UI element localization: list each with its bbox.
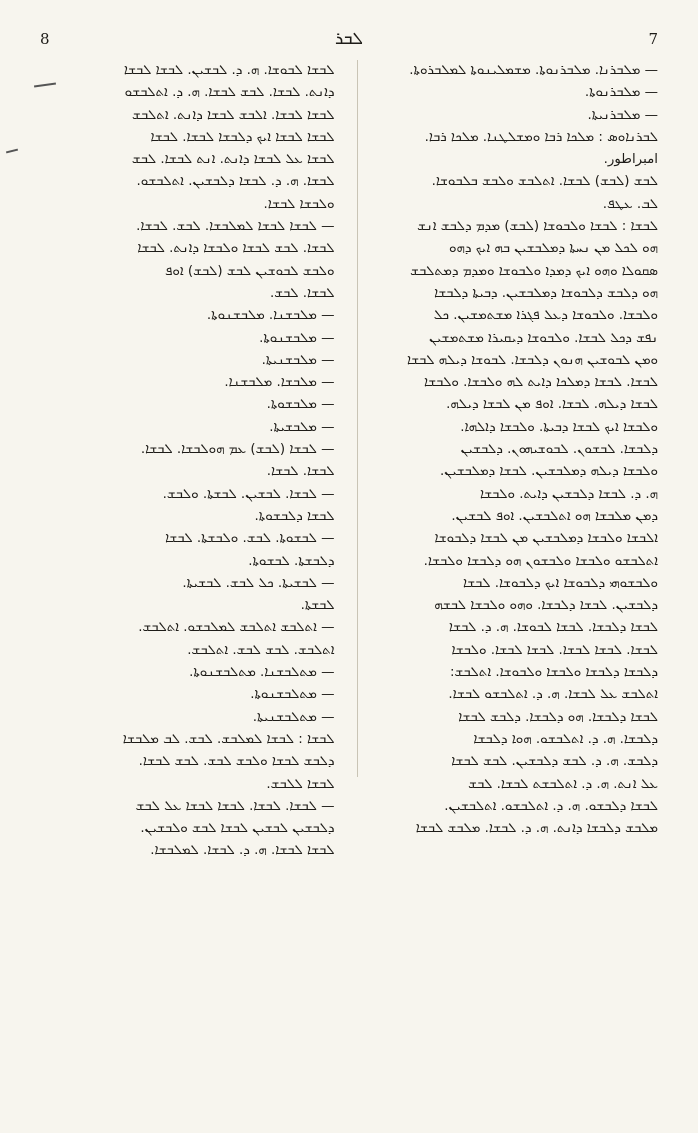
text-line: — ܐܬܠܒܫ ܐܬܠܒܫ ܠܡܠܒܫܘ. ܐܬܠܒܫ. — [138, 620, 335, 636]
text-line: ܐܬܠܒܫ ܥܠ ܠܒܫܐ. ܗ. ܕ. ܐܬܠܒܫܘ ܠܒܫܐ. — [448, 687, 658, 703]
text-line: — ܡܠܒܫܢܝܬܐ. — [261, 352, 335, 368]
left-column — [44, 60, 335, 859]
text-line: — ܠܒܫܐ. ܠܒܫܝܢ. ܠܒܫܬܐ. ܘܠܒܫ. — [162, 486, 335, 502]
text-line: ܕܠܒܫܬܐ. ܠܒܫܘܬܐ. — [248, 553, 335, 569]
text-line: ܠܒܫܐ ܕܠܒܫܘܬܐ. — [254, 508, 335, 524]
text-line: ܘܠܒܫܘܗܝ ܕܠܒܘܫܐ ܐܝܟ ܕܠܒܘܫܐ. ܠܒܫܐ — [463, 575, 658, 591]
text-line: ܕܠܒܫܝܢ ܠܒܫܝܢ ܠܒܫܐ ܠܒܫ ܘܠܒܫܝܢ. — [140, 821, 335, 837]
text-line: ܐܬܠܒܫ. ܠܒܫ ܠܒܫ. ܐܬܠܒܫ. — [187, 642, 335, 658]
text-line: ܠܒܫܐ ܕܠܒܫܐ. ܠܒܫܐ ܠܒܘܫܐ. ܗ. ܕ. ܠܒܫܐ — [448, 620, 658, 636]
text-line: ܐܬܠܒܫܘ ܘܠܒܫܐ ܘܠܒܫܘܢ ܗܘ ܕܠܒܫܐ ܘܠܒܫܐ. — [423, 553, 658, 569]
text-line: ܠܒܫܐ. ܠܒܫܐ. — [266, 464, 335, 480]
text-line: ܠܒܫܐ ܠܒܘܫܐ. ܗ. ܕ. ܠܒܫܝܢ. ܠܒܫܐ ܠܒܫܐ — [123, 63, 335, 78]
text-line: — ܠܒܫܘܬܐ. ܠܒܫ. ܘܠܒܫܬܐ. ܠܒܫܐ — [165, 531, 335, 547]
text-line: ܘܠܒܫܐ. ܘܠܒܘܫܐ ܕܥܠ ܦܓܪܐ ܡܫܬܡܫܝܢ. ܟܠ — [433, 308, 658, 324]
text-line: ܕܐܢܬ. ܠܒܫܐ. ܠܒܫ ܠܒܫܐ. ܗ. ܕ. ܐܬܠܒܫܘ — [124, 85, 335, 101]
text-line: ܘܠܒܫܐ ܠܒܫܐ. — [263, 196, 335, 212]
text-line: ܕܡܢ ܡܠܒܫܐ ܗܘ ܐܬܠܒܫܝܢ. ܐܘܦ ܠܒܫܝܢ. — [451, 508, 658, 524]
text-line: ܠܒܫܐ : ܠܒܫܐ ܘܠܒܘܫܐ (ܠܒܫ) ܡܕܡ ܕܠܒܫ ܐܢܫ — [417, 219, 658, 235]
text-line: ܠܒܫܐ ܥܠ ܠܒܫܐ ܕܐܢܬ. ܐܢܬ ܠܒܫܐ. ܠܒܫ — [131, 152, 335, 168]
text-line: ܠܒܫܐ. ܠܒܫ ܠܒܫܐ ܘܠܒܫܐ ܕܐܢܬ. ܠܒܫܐ — [137, 241, 335, 257]
text-line: ܘܠܒܫܐ ܐܝܟ ܠܒܫܐ ܕܒܝܬܐ. ܘܠܒܫܐ ܕܐܠܗܐ. — [460, 419, 658, 435]
text-line: ܡܠܒܫ ܕܠܒܫܐ ܕܐܢܬ. ܗ. ܕ. ܠܒܫܐ. ܡܠܒܫ ܠܒܫܐ — [415, 821, 658, 837]
text-line: ܗܘ ܕܠܒܫ ܕܠܒܘܫܐ ܕܡܠܒܫܝܢ. ܕܒܝܬܐ ܕܠܒܫܐ — [434, 285, 658, 301]
text-line: ܕܠܒܫܐ. ܠܒܫܘܢ. ܠܒܘܫܝܗܘܢ. ܕܠܒܫܝܢ — [460, 442, 658, 458]
text-line: ܠܒܫܬܐ. — [300, 598, 335, 614]
text-line: ܠܒܫܐ. ܗ. ܕ. ܠܒܫܐ ܕܠܒܫܝܢ. ܐܬܠܒܫܘ. — [136, 174, 335, 190]
text-line: — ܡܬܠܒܫܢܝܬܐ. — [252, 709, 335, 725]
text-line: ܕܠܒܫ ܠܒܫܐ ܘܠܒܫ ܠܒܫ. ܠܒܫ ܠܒܫܐ. — [138, 754, 335, 770]
left-page-number: 8 — [40, 30, 50, 48]
text-line: ܘܠܒܫ ܠܒܘܫܝܢ ܠܒܫ (ܠܒܫ) ܐܘܦ — [165, 263, 335, 279]
text-line: ܗܘ ܠܟܠ ܡܢ ܢܚܬܐ ܕܡܠܒܫܝܢ ܒܗ ܐܝܟ ܕܗܘ — [448, 241, 658, 257]
text-line: — ܠܒܫܐ ܠܒܫܐ ܠܡܠܒܫܐ. ܠܒܫ. ܠܒܫܐ. — [136, 219, 335, 235]
text-line: امبراطور. — [603, 152, 658, 168]
text-line: ܕܠܒܫܝܢ. ܠܒܫܐ ܕܠܒܫܐ. ܘܗܘ ܘܠܒܫܐ ܠܒܫܗ — [434, 598, 658, 614]
text-line: ܕܠܒܫ. ܗ. ܕ. ܠܒܫ ܕܠܒܫܝܢ. ܠܒܫ ܠܒܫܐ — [451, 754, 658, 770]
text-columns — [44, 60, 658, 859]
text-line: ܗ. ܕ. ܠܒܫܐ ܕܠܒܫܝܢ ܕܐܝܬ. ܘܠܒܫܐ — [479, 486, 658, 502]
text-line: — ܠܒܫܝܬܐ. ܟܠ ܠܒܫ. ܠܒܫܝܬܐ. — [182, 575, 335, 591]
text-line: ܠܒܫܐ ܕܝܠܗ. ܠܒܫܐ. ܐܘܦ ܡܢ ܠܒܫܐ ܕܝܠܗ. — [446, 397, 658, 413]
text-line: ܠܒܫܐ ܠܒܫܐ. ܗ. ܕ. ܠܒܫܐ. ܠܡܠܒܫܐ. — [150, 843, 335, 859]
text-line: — ܡܠܒܪܢܘܬܐ. — [584, 85, 658, 101]
text-line: — ܡܬܠܒܫܢܐ. ܡܬܠܒܫܢܘܬܐ. — [189, 665, 335, 681]
text-line: ܥܠ ܐܢܬ. ܗ. ܕ. ܐܬܠܒܫܬ ܠܒܫܐ. ܠܒܫ — [468, 776, 658, 792]
text-line: — ܡܠܒܪܢܝܬܐ. — [587, 107, 658, 123]
text-line: ܠܒܫܐ ܠܠܒܫ. — [266, 776, 335, 792]
text-line: ܕܠܒܫܐ ܕܠܒܫܐ ܘܠܒܫܐ ܘܠܒܘܫܐ. ܐܬܠܒܫ: — [450, 665, 658, 681]
text-line: ܕܠܒܫܐ. ܗ. ܕ. ܐܬܠܒܫܘ. ܗܘܐ ܕܠܒܫܐ — [473, 731, 658, 747]
right-column — [357, 60, 659, 837]
right-page-number: 7 — [648, 30, 658, 48]
text-line: ܠܒܫܐ ܠܒܫܐ ܐܝܟ ܕܠܒܫܐ ܠܒܫܐ. ܠܒܫܐ — [150, 129, 335, 145]
text-line: ܠܒܫܐ : ܠܒܫܐ ܠܡܠܒܫ. ܠܒܫ. ܠܒ ܡܠܒܫܐ — [122, 731, 335, 747]
text-line: — ܡܠܒܫܝܬܐ. — [269, 419, 335, 435]
text-line: ܠܒܪܢܐܘܣ : ܡܠܟܐ ܪܒܐ ܘܡܫܠܛܢܐ. ܡܠܟܐ ܪܒܐ. — [424, 129, 658, 145]
text-line: ܠܒܫܐ ܕܠܒܫܐ. ܗܘ ܕܠܒܫܐ. ܕܠܒܫ ܠܒܫܐ — [458, 709, 658, 725]
text-line: — ܡܬܠܒܫܢܘܬܐ. — [250, 687, 335, 703]
page-header — [40, 26, 658, 52]
text-line: — ܡܠܒܪܢܐ. ܡܠܒܪܢܘܬܐ. ܡܫܡܠܝܢܘܬܐ ܠܡܠܒܪܘܬܐ. — [409, 63, 658, 78]
text-line: ܠܒܫܐ. ܠܒܫܐ ܕܡܠܟܐ ܕܐܝܬ ܠܗ ܘܠܒܫܐ. ܘܠܒܫܐ — [423, 375, 658, 391]
text-line: ܠܒܫܐ. ܠܒܫܐ ܠܒܫܐ. ܠܒܫܐ ܠܒܫܐ. ܘܠܒܫܐ — [451, 642, 658, 658]
text-line: ܘܡܢ ܠܒܘܫܝܢ ܗܢܘܢ ܕܠܒܫܐ. ܠܒܘܫܐ ܕܝܠܗ ܠܒܫܐ — [406, 352, 658, 368]
text-line: ܢܦܫ ܕܟܠ ܠܒܫܐ. ܘܠܒܘܫܐ ܕܝܩܝܪܐ ܡܫܬܡܫܝܢ — [429, 330, 658, 346]
text-line: ܠܒܫܐ. ܠܒܫ. — [269, 285, 335, 301]
text-line: ܠܒܫ (ܠܒܫ) ܠܒܫܐ. ܐܬܠܒܫ ܘܠܒܫ ܒܠܒܘܫܐ. — [431, 174, 658, 190]
text-line: ܣܩܘܠܐ ܘܗܘ ܐܝܟ ܕܡܕܐ ܘܠܒܘܫܐ ܘܡܕܡ ܕܡܬܠܒܫ — [410, 263, 658, 279]
running-head: ܠܒܪ — [335, 29, 363, 49]
text-line: — ܠܒܫܐ (ܠܒܫ) ܥܡ ܗܘܠܒܫܐ. ܠܒܫܐ. — [140, 442, 335, 458]
margin-pencil-mark — [6, 149, 18, 154]
text-line: — ܠܒܫܐ. ܠܒܫܐ. ܠܒܫܐ ܠܒܫܐ ܥܠ ܠܒܫ — [135, 798, 335, 814]
text-line: ܘܠܒܫܐ ܕܝܠܗ ܕܡܠܒܫܝܢ. ܠܒܫܐ ܕܡܠܒܫܝܢ. — [440, 464, 658, 480]
text-line: ܐܠܒܫܐ ܘܠܒܫܐ ܕܡܠܒܫܝܢ ܡܢ ܠܒܫܐ ܕܠܒܘܫܐ — [434, 531, 658, 547]
text-line: — ܡܠܒܫܢܐ. ܡܠܒܫܢܘܬܐ. — [206, 308, 335, 324]
text-line: — ܡܠܒܫܘܬܐ. — [266, 397, 335, 413]
text-line: — ܡܠܒܫܐ. ܡܠܒܫܢܐ. — [224, 375, 335, 391]
text-line: ܠܒ. ܥܛܦ. — [602, 196, 658, 212]
text-line: ܠܒܫܐ ܠܒܫܐ. ܐܠܒܫ ܠܒܫܐ ܕܐܢܬ. ܐܬܠܒܫ — [132, 107, 335, 123]
text-line: ܠܒܫܐ ܕܠܒܫܘ. ܗ. ܕ. ܐܬܠܒܫܘ. ܐܬܠܒܫܝܢ. — [444, 798, 658, 814]
text-line: — ܡܠܒܫܢܘܬܐ. — [259, 330, 335, 346]
